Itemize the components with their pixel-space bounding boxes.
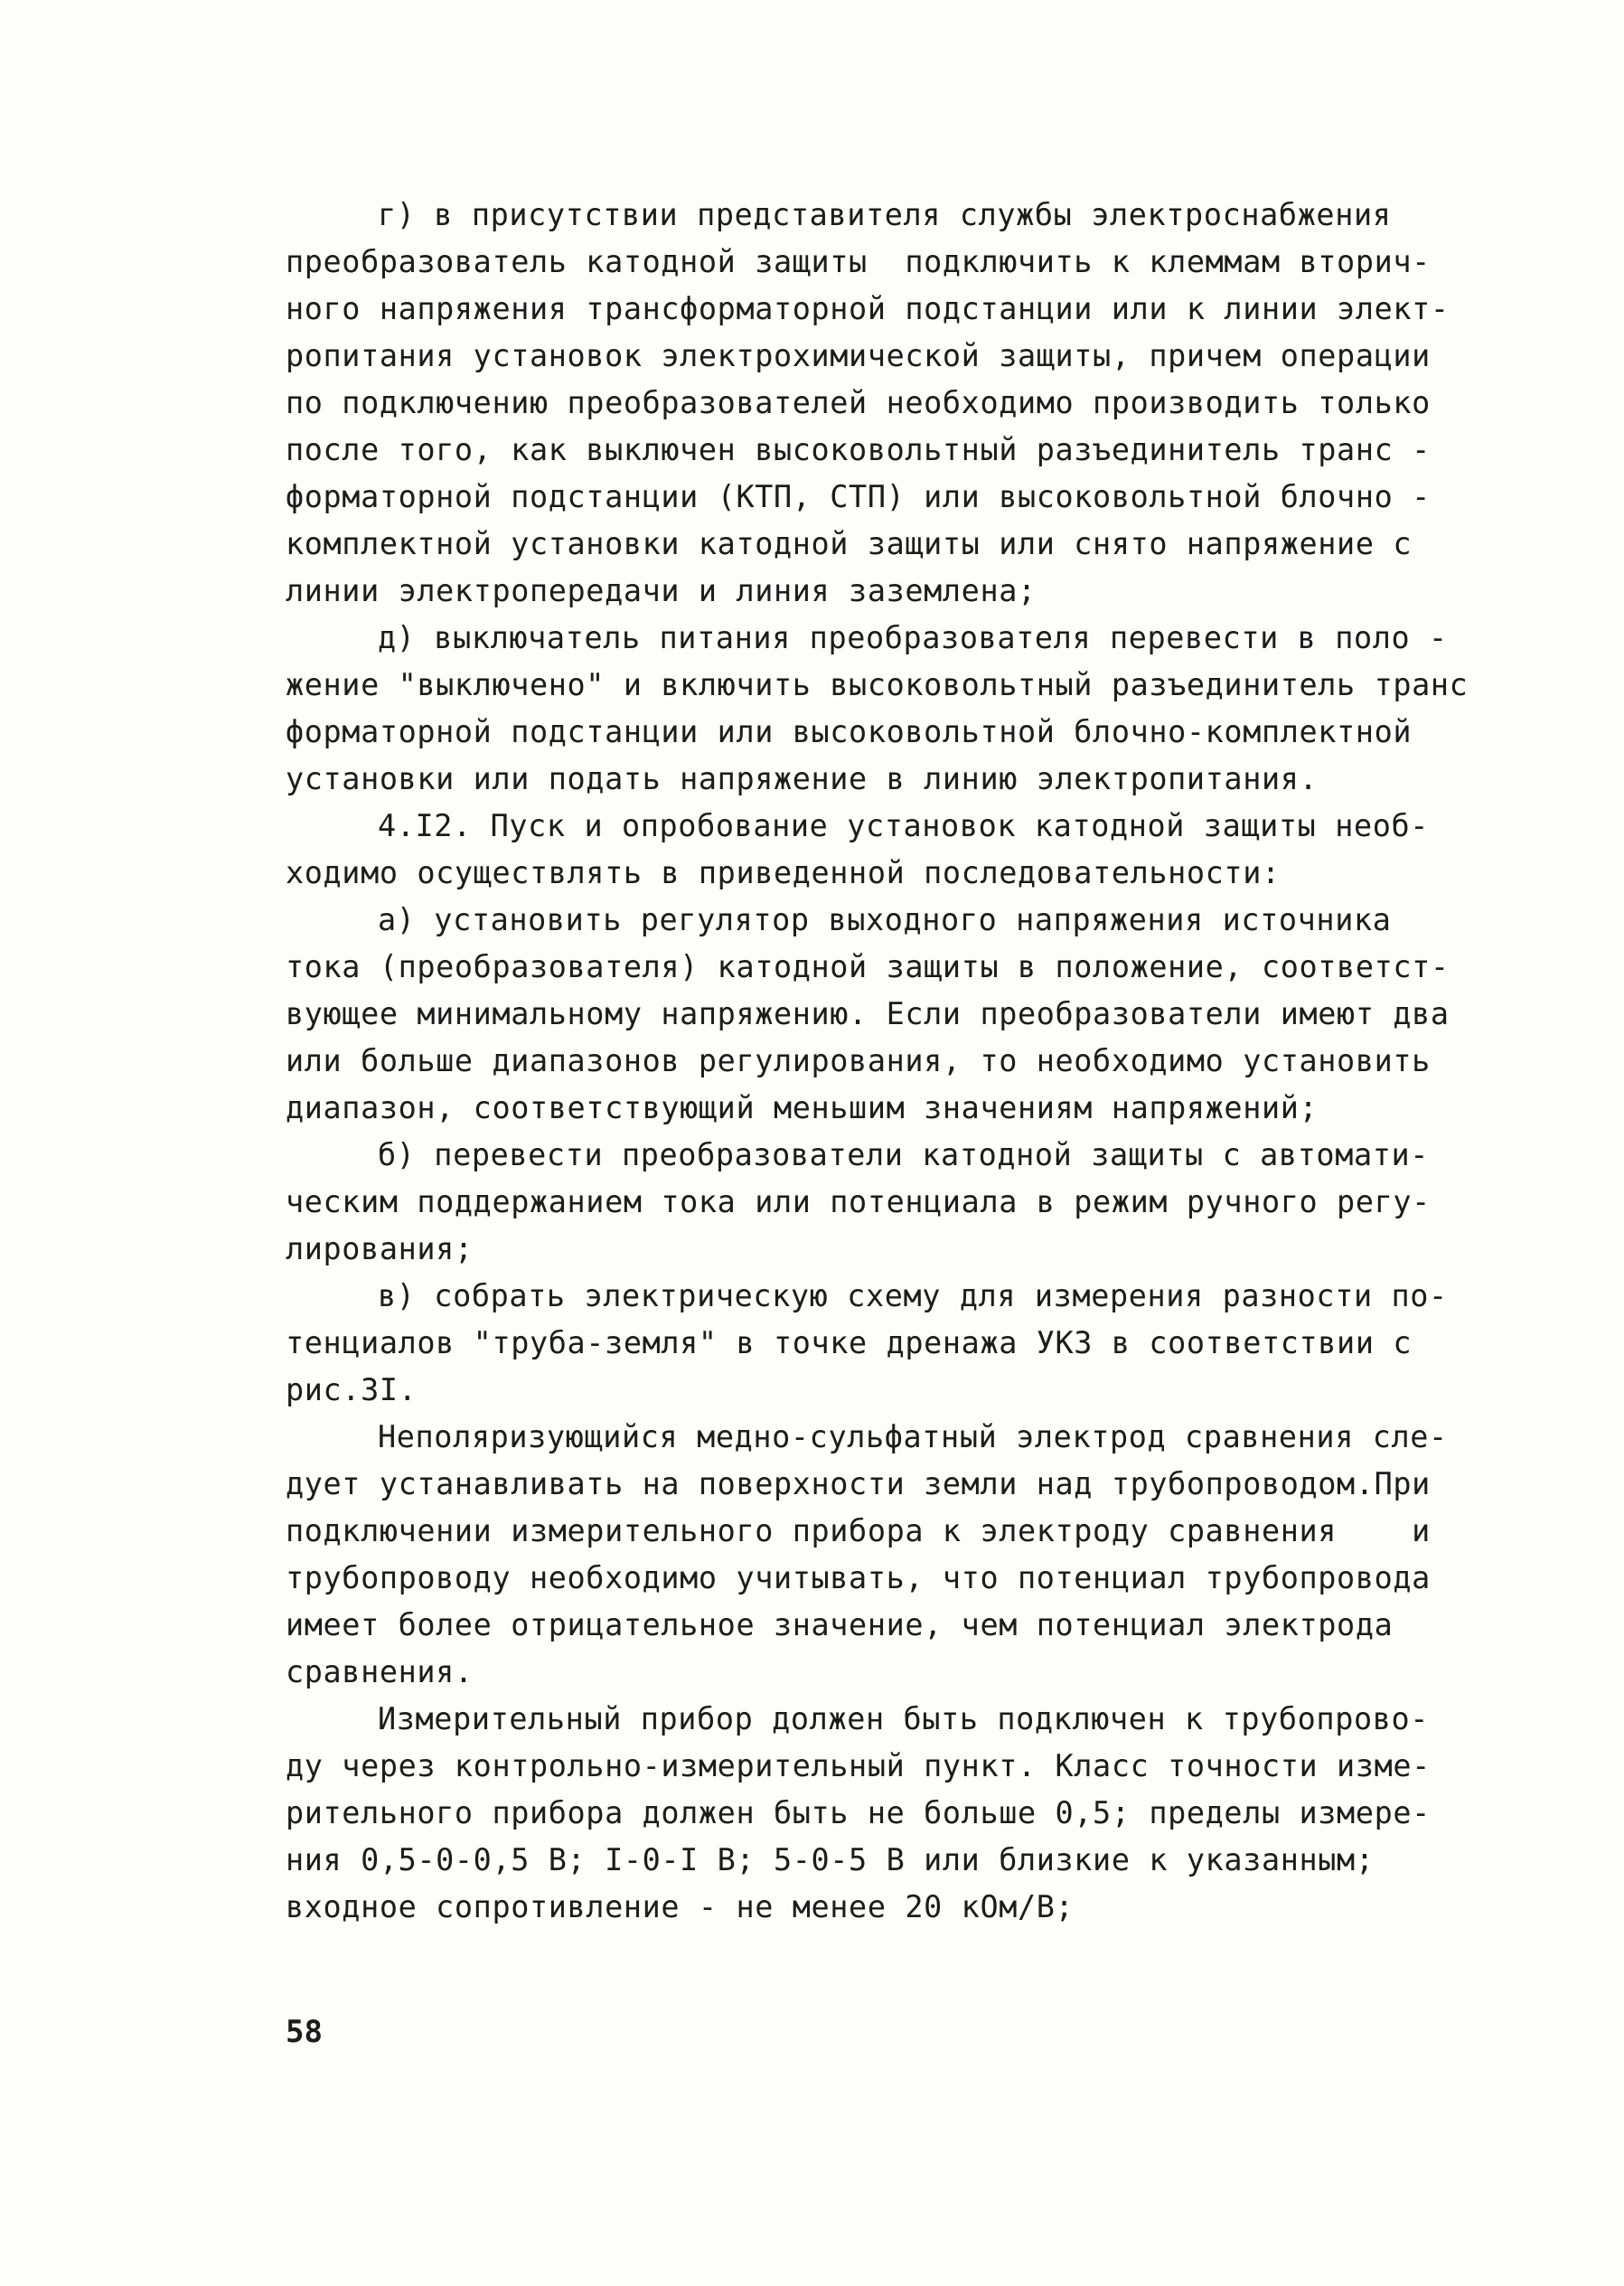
text-line: рис.3I.: [286, 1372, 418, 1407]
text-line: ропитания установок электрохимической защиты, причем операции: [286, 338, 1431, 373]
text-line: форматорной подстанции (КТП, СТП) или высоковольтной блочно -: [286, 479, 1431, 514]
text-line: преобразователь катодной защиты подключить к клеммам вторич-: [286, 244, 1431, 279]
text-line: рительного прибора должен быть не больше 0,5; пределы измере-: [286, 1795, 1431, 1830]
text-line: в) собрать электрическую схему для измерения разности по-: [378, 1278, 1448, 1313]
page-number: 58: [286, 2014, 323, 2050]
text-line: линии электропередачи и линия заземлена;: [286, 573, 1037, 608]
text-line: Неполяризующийся медно-сульфатный электрод сравнения сле-: [378, 1419, 1448, 1454]
text-line: ду через контрольно-измерительный пункт. Класс точности изме-: [286, 1748, 1431, 1783]
text-line: жение "выключено" и включить высоковольтный разъединитель транс: [286, 667, 1469, 702]
text-line: а) установить регулятор выходного напряжения источника: [378, 902, 1392, 937]
text-line: или больше диапазонов регулирования, то необходимо установить: [286, 1043, 1431, 1078]
text-line: 4.I2. Пуск и опробование установок катодной защиты необ-: [378, 808, 1430, 843]
text-line: имеет более отрицательное значение, чем потенциал электрода: [286, 1607, 1394, 1642]
text-line: ходимо осуществлять в приведенной последовательности:: [286, 855, 1281, 890]
text-line: по подключению преобразователей необходимо производить только: [286, 385, 1431, 420]
text-line: диапазон, соответствующий меньшим значениям напряжений;: [286, 1090, 1319, 1125]
text-line: вующее минимальному напряжению. Если преобразователи имеют два: [286, 996, 1450, 1031]
text-line: г) в присутствии представителя службы электроснабжения: [378, 197, 1392, 232]
text-line: ния 0,5-0-0,5 В; I-0-I В; 5-0-5 В или близкие к указанным;: [286, 1842, 1375, 1877]
text-line: дует устанавливать на поверхности земли над трубопроводом.При: [286, 1466, 1431, 1501]
text-line: форматорной подстанции или высоковольтной блочно-комплектной: [286, 714, 1413, 749]
text-line: лирования;: [286, 1231, 474, 1266]
text-line: комплектной установки катодной защиты или снято напряжение с: [286, 526, 1413, 561]
text-line: тока (преобразователя) катодной защиты в положение, соответст-: [286, 949, 1450, 984]
text-line: установки или подать напряжение в линию электропитания.: [286, 761, 1319, 796]
text-line: ного напряжения трансформаторной подстанции или к линии элект-: [286, 291, 1450, 326]
text-line: Измерительный прибор должен быть подключен к трубопрово-: [378, 1701, 1430, 1736]
text-line: трубопроводу необходимо учитывать, что потенциал трубопровода: [286, 1560, 1431, 1595]
text-line: д) выключатель питания преобразователя перевести в поло -: [378, 620, 1448, 655]
text-line: подключении измерительного прибора к электроду сравнения и: [286, 1513, 1431, 1548]
text-line: ческим поддержанием тока или потенциала в режим ручного регу-: [286, 1184, 1431, 1219]
text-line: сравнения.: [286, 1654, 474, 1689]
text-line: тенциалов "труба-земля" в точке дренажа УКЗ в соответствии с: [286, 1325, 1413, 1360]
text-line: входное сопротивление - не менее 20 кОм/В;: [286, 1889, 1075, 1924]
text-line: после того, как выключен высоковольтный разъединитель транс -: [286, 432, 1431, 467]
text-line: б) перевести преобразователи катодной защиты с автомати-: [378, 1137, 1430, 1172]
